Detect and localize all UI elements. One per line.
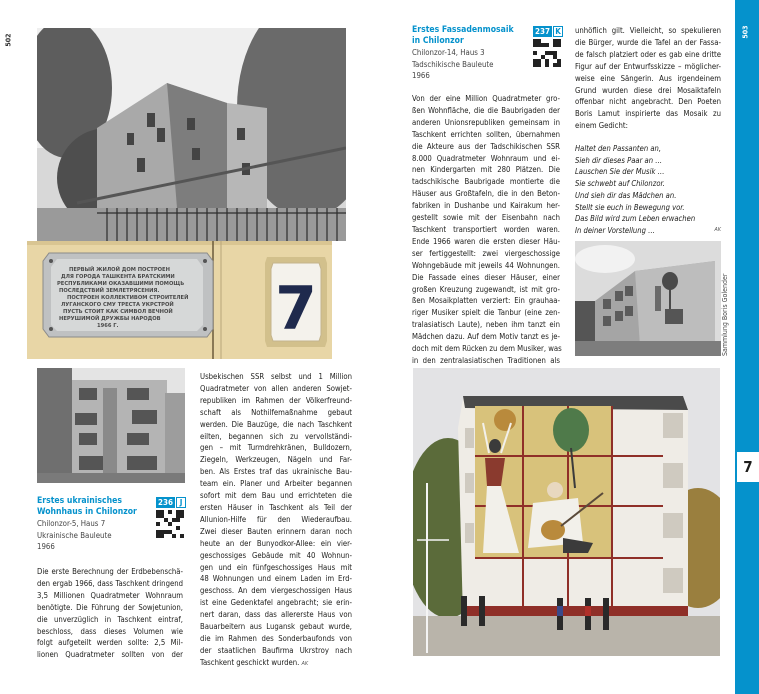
entry-236-text-col1 <box>37 566 183 661</box>
author-initials: AK <box>301 660 309 667</box>
text-line: Ziegeln, Werkzeugen, Nägeln und Far- <box>200 455 352 465</box>
text-line: 3,5 Millionen Quadratmeter Wohnraum <box>37 590 183 600</box>
entry-237-badge-group <box>533 26 563 71</box>
text-line: unhöflich gilt. Vielleicht, so spekulieren <box>575 26 721 35</box>
entry-number-badge <box>533 26 563 37</box>
page-number-left <box>6 28 18 52</box>
text-line: gen – mit Turmdrehkränen, Bulldozern, <box>200 443 352 453</box>
text-line: Figur auf der Entwurfsskizze – möglicher- <box>575 61 721 71</box>
text-line: team ein. Planer und Arbeiter begannen <box>200 479 352 489</box>
text-line: die Bürger, wurde die Tafel an der Fassa- <box>575 37 721 47</box>
entry-237-title-line2: in Chilonzor <box>412 36 464 46</box>
text-line: eilten, begannen sich zu vervollständi- <box>200 431 352 441</box>
svg-text:НЕРУШИМОЙ ДРУЖБЫ НАРОДОВ: НЕРУШИМОЙ ДРУЖБЫ НАРОДОВ <box>59 316 161 322</box>
entry-number-badge <box>156 497 186 508</box>
text-line: Bauarbeitern aus Lugansk gebaut wurde, <box>200 622 352 632</box>
author-initials: AK <box>714 226 721 233</box>
text-line: fabriken in Dushanbe und Kairakum her- <box>412 201 560 211</box>
svg-text:1966 Г.: 1966 Г. <box>97 323 119 329</box>
text-line: die Akteure aus der Tadschikischen SSR <box>412 141 560 151</box>
chapter-number-marker[interactable] <box>735 452 759 482</box>
svg-text:ПЕРВЫЙ ЖИЛОЙ ДОМ ПОСТРОЕН: ПЕРВЫЙ ЖИЛОЙ ДОМ ПОСТРОЕН <box>69 267 170 273</box>
text-line: ben. Als Erstes traf das ukrainische Bau- <box>200 467 352 477</box>
poem-line: Und sieh dir das Mädchen an. <box>575 190 677 200</box>
entry-237-year: 1966 <box>412 71 430 80</box>
text-line: Allunion-Hilfe für den Wiederaufbau. <box>200 514 352 524</box>
poem-line: Das Bild wird zum Leben erwachen <box>575 214 696 224</box>
text-line: Die Fassade eines dieser Häuser, einer <box>412 272 560 282</box>
text-line: die unverzüglich in Taschkent eintraf, <box>37 614 183 624</box>
svg-text:ДЛЯ ГОРОДА ТАШКЕНТА БРАТСКИМИ: ДЛЯ ГОРОДА ТАШКЕНТА БРАТСКИМИ <box>61 274 175 280</box>
svg-text:ПОСЛЕДСТВИЙ ЗЕМЛЕТРЯСЕНИЯ.: ПОСЛЕДСТВИЙ ЗЕМЛЕТРЯСЕНИЯ. <box>59 288 160 294</box>
text-line: Wohngebäude mit jeweils 44 Wohnungen. <box>412 260 560 270</box>
text-line: geschoss. An dem viergeschossigen Haus <box>200 586 352 596</box>
entry-236-builders: Ukrainische Bauleute <box>37 530 112 540</box>
text-line: den ergab 1966, dass Taschkent dringend <box>37 578 183 588</box>
photo-ukrainian-house <box>37 368 185 483</box>
svg-text:ЛУГАНСКОГО СМУ ТРЕСТА УКРСТРОЙ: ЛУГАНСКОГО СМУ ТРЕСТА УКРСТРОЙ <box>61 302 174 308</box>
text-line: heute an der Bunyodkor-Allee: ein vier- <box>200 538 352 548</box>
text-line: anderen Unionsrepubliken gemeinsam in <box>412 117 560 127</box>
text-line: ist eine Gedenktafel angebracht; sie erin- <box>200 598 352 608</box>
text-line: werden. Die Bauzüge, die nach Taschkent <box>200 419 352 429</box>
text-line: Von der eine Million Quadratmeter gro- <box>412 94 560 103</box>
poem-line: Lauschen Sie der Musik … <box>575 167 665 177</box>
map-grid-letter: K <box>553 26 563 37</box>
text-line: Häuser aus Großtafeln, die in den Beton- <box>412 189 560 199</box>
house-number-seven: 7 <box>275 274 317 344</box>
text-line: Zwei dieser Bauten erinnern daran noch <box>200 526 352 536</box>
poem-line: Sie schwebt auf Chilonzor. <box>575 179 665 189</box>
entry-236-year: 1966 <box>37 542 55 551</box>
text-line: Boris Lamut inspirierte das Mosaik zu <box>575 109 721 119</box>
text-line: geschossiges Gebäude mit 40 Wohnun- <box>200 550 352 560</box>
text-line: Usbekischen SSR selbst und 1 Million <box>200 372 352 381</box>
text-line: Die erste Berechnung der Erdbebenschä- <box>37 567 183 576</box>
text-line: nert daran, dass das allererste Haus von <box>200 610 352 620</box>
text-line: Ende 1966 waren die ersten dieser Häu- <box>412 236 560 246</box>
svg-text:ПУСТЬ СТОИТ КАК СИМВОЛ ВЕЧНОЙ: ПУСТЬ СТОИТ КАК СИМВОЛ ВЕЧНОЙ <box>63 309 173 315</box>
entry-237-title <box>412 25 530 47</box>
text-line: doch mit dem Rücken zu dem Musiker, was <box>412 344 562 354</box>
text-line: lionen Quadratmeter sollten von der <box>37 650 183 660</box>
text-line: 48 Wohnungen und einem Laden im Erd- <box>200 574 352 584</box>
page-number-right-text: 503 <box>741 25 750 39</box>
entry-237-title-line1: Erstes Fassadenmosaik <box>412 25 514 35</box>
photo-credit-text: Sammlung Boris Golender <box>721 273 729 356</box>
map-grid-letter: J <box>176 497 186 508</box>
entry-237-heading <box>412 25 530 82</box>
text-line: in den zentralasiatischen Traditionen als <box>412 355 560 365</box>
entry-237-address: Chilonzor-14, Haus 3 <box>412 48 485 57</box>
text-line: tralasiatisch Laute), neben ihm tanzt ein <box>412 320 560 330</box>
text-line: Mädchen dazu. Auf dem Motiv tanzt es je- <box>412 332 560 342</box>
qr-code-icon[interactable] <box>156 510 184 538</box>
text-line: der staatlichen Baufirma Ukrstroy nach <box>200 645 352 655</box>
text-line: ßen Mosaikplatten verziert: Ein grauhaa- <box>412 296 560 306</box>
poem-boris-lamut <box>575 143 721 237</box>
page-number-right <box>735 22 759 44</box>
text-line: 8.000 Quadratmeter Wohnraum und ei- <box>412 153 560 163</box>
badge-number: 236 <box>158 498 174 507</box>
svg-text:РЕСПУБЛИКАМИ ОКАЗАВШИМИ ПОМОЩЬ: РЕСПУБЛИКАМИ ОКАЗАВШИМИ ПОМОЩЬ <box>57 281 185 287</box>
entry-236-title-line2: Wohnhaus in Chilonzor <box>37 507 137 517</box>
text-line: folgt aufgeteilt werden sollte: 2,5 Mil- <box>37 638 183 648</box>
photo-mosaic-facade <box>413 368 720 656</box>
page-number-left-text: 502 <box>4 33 13 47</box>
text-line: gestellt sowie mit der Eisenbahn nach <box>412 213 560 223</box>
poem-last-line <box>575 225 721 237</box>
entry-237-text-col2 <box>575 25 721 132</box>
badge-number: 237 <box>535 27 551 36</box>
chapter-side-tab <box>735 0 759 694</box>
photo-historic-mosaic-building <box>575 241 721 356</box>
entry-236-text-col2 <box>200 371 352 671</box>
entry-236-badge-group <box>156 497 186 542</box>
photo-apartment-building <box>37 28 346 241</box>
photo-memorial-plaque <box>27 241 332 359</box>
text-line: sofort mit dem Bau und errichteten die <box>200 491 352 501</box>
poem-line: Haltet den Passanten an, <box>575 144 662 153</box>
chapter-number: 7 <box>743 458 753 476</box>
text-line: de falsch platziert oder es gab eine dritte <box>575 49 721 59</box>
text-line: republiken im Rahmen der Völkerfreund- <box>200 395 352 405</box>
text-line: Taschkent transportiert worden waren. <box>412 224 560 234</box>
text-line: einem Gedicht: <box>575 121 628 131</box>
text-line: ersten Häuser in Taschkent als Teil der <box>200 502 352 512</box>
text-line-last <box>200 657 352 671</box>
entry-237-builders: Tadschikische Bauleute <box>412 59 494 69</box>
text-line: benötigte. Die Führung der Sowjetunion, <box>37 602 183 612</box>
photo-credit <box>721 248 731 358</box>
entry-237-text-col1 <box>412 93 560 367</box>
svg-text:ПОСТРОЕН КОЛЛЕКТИВОМ СТРОИТЕЛЕ: ПОСТРОЕН КОЛЛЕКТИВОМ СТРОИТЕЛЕЙ <box>67 295 189 301</box>
text-line: Taschkent geschickt wurden. <box>200 657 300 667</box>
entry-236-address: Chilonzor-5, Haus 7 <box>37 519 106 528</box>
text-line: nen Kindergarten mit 280 Plätzen. Die <box>412 165 560 175</box>
text-line: die im Rahmen des Sonderbaufonds von <box>200 633 352 643</box>
text-line: riger Musiker spielt die Tanbur (eine zen- <box>412 308 560 318</box>
poem-line: In deiner Vorstellung … <box>575 225 655 235</box>
text-line: großen Kreuzung zugewandt, ist mit gro- <box>412 284 560 294</box>
qr-code-icon[interactable] <box>533 39 561 67</box>
poem-line: Stellt sie euch in Bewegung vor. <box>575 202 685 212</box>
text-line: schaft als Nothilfemaßnahme gebaut <box>200 407 352 417</box>
text-line: Quadratmeter von allen anderen Sowjet- <box>200 383 352 393</box>
text-line: ser fertiggestellt: zwei viergeschossige <box>412 248 560 258</box>
entry-236-title-line1: Erstes ukrainisches <box>37 496 122 506</box>
text-line: gen und ein fünfgeschossiges Haus mit <box>200 562 352 572</box>
text-line: beschloss, dass dieses Volumen wie <box>37 626 183 636</box>
text-line: Grund wurden diese drei Mosaiktafeln <box>575 85 721 95</box>
text-line: offenbar nicht angebracht. Den Poeten <box>575 97 721 107</box>
poem-line: Sieh dir dieses Paar an … <box>575 155 663 165</box>
text-line: tadschikische Baubrigade montierte die <box>412 177 560 187</box>
text-line: ßen Wohnfläche, die die Baubrigaden der <box>412 105 560 115</box>
text-line: Taschkent errichten sollten, übernahmen <box>412 129 560 139</box>
text-line: weise eine Sängerin. Aus irgendeinem <box>575 73 721 83</box>
